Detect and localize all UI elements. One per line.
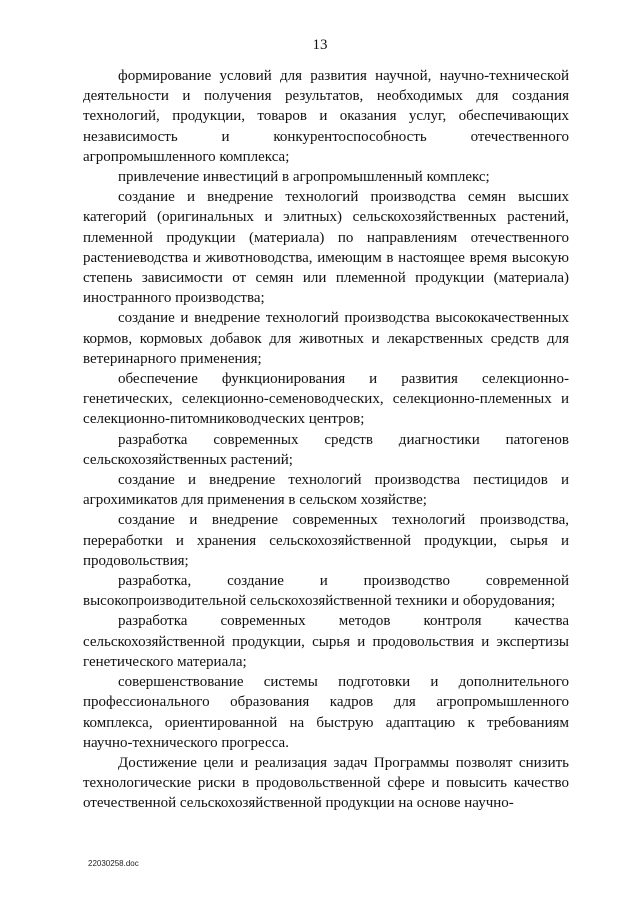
paragraph: формирование условий для развития научной, научно-технической деятельности и получения результатов, необходимых для создания технологий, продукции, товаров и оказания услуг, обеспечивающих независимость и конкурентоспособность отечественного агропромышленного комплекса; [83,68,569,165]
paragraph: привлечение инвестиций в агропромышленный комплекс; [118,169,490,186]
paragraph: создание и внедрение современных технологий производства, переработки и хранения сельскохозяйственной продукции, сырья и продовольствия; [83,512,569,569]
page-number: 13 [312,37,328,53]
paragraph: Достижение цели и реализация задач Программы позволят снизить технологические риски в продовольственной сфере и повысить качество отечественной сельскохозяйственной продукции на основе научно- [83,754,569,812]
paragraph: разработка, создание и производство современной высокопроизводительной сельскохозяйственной техники и оборудования; [83,573,569,610]
document-body [83,66,569,814]
paragraph: создание и внедрение технологий производства семян высших категорий (оригинальных и элитных) сельскохозяйственных растений, племенной продукции (материала) по направлениям отечественного растениеводства и животноводства, имеющим в настоящее время высокую степень зависимости от семян или племенной продукции (материала) иностранного производства; [83,189,569,307]
paragraph: разработка современных методов контроля качества сельскохозяйственной продукции, сырья и продовольствия и экспертизы генетического материала; [83,613,569,670]
paragraph: совершенствование системы подготовки и дополнительного профессионального образования кадров для агропромышленного комплекса, ориентированной на быструю адаптацию к требованиям научно-технического прогресса. [83,674,569,751]
document-file-code: 22030258.doc [88,859,139,868]
paragraph: создание и внедрение технологий производства высококачественных кормов, кормовых добавок для животных и лекарственных средств для ветеринарного применения; [83,310,569,367]
paragraph: создание и внедрение технологий производства пестицидов и агрохимикатов для применения в сельском хозяйстве; [83,472,569,509]
paragraph: разработка современных средств диагностики патогенов сельскохозяйственных растений; [83,431,569,468]
paragraph: обеспечение функционирования и развития селекционно-генетических, селекционно-семеноводческих, селекционно-племенных и селекционно-питомниководческих центров; [83,371,569,428]
